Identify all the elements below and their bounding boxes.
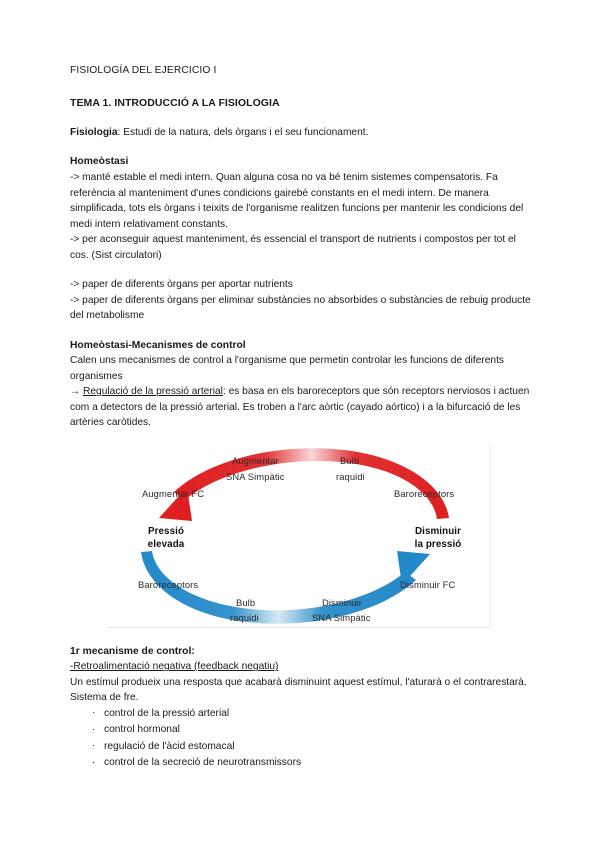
retroalimentacio-subheading [70, 659, 534, 675]
mecanismes-paragraph-2 [70, 384, 534, 431]
definition-term: Fisiologia [70, 126, 118, 138]
label-bulb-top: Bulb [340, 454, 360, 466]
list-item [92, 706, 534, 723]
homeostasi-paragraph-4: -> paper de diferents òrgans per eliminar substàncies no absorbides o substàncies de rebuig producte del metabolisme [70, 294, 531, 322]
label-bulb-bottom: Bulb [236, 596, 256, 608]
list-item-label: control de la pressió arterial [104, 707, 230, 719]
node-disminuir-la-pressio [392, 525, 484, 551]
mecanismes-paragraph-1: Calen uns mecanismes de control a l'organisme que permetin controlar les funcions de diferents organismes [70, 355, 505, 382]
list-item [92, 739, 534, 756]
node-pressio-elevada [124, 525, 208, 551]
underlined-subheading-text: -Retroalimentació negativa (feedback negatiu) [70, 661, 279, 673]
arrow-marker-icon: → [70, 386, 84, 398]
list-item-label: control de la secreció de neurotransmissors [104, 757, 302, 769]
bullet-dot-icon: · [92, 723, 96, 735]
list-item-label: control hormonal [104, 724, 180, 736]
retroalimentacio-paragraph-1: Un estímul produeix una resposta que acabarà disminuint aquest estímul, l'aturarà o el contrarestarà. Sistema de fre. [70, 676, 527, 704]
list-item-label: regulació de l'àcid estomacal [104, 740, 235, 752]
node-disminuir-la-pressio-line1: Disminuir [414, 525, 462, 537]
control-mechanisms-list [70, 706, 534, 772]
section-heading-mecanismes: Homeòstasi-Mecanismes de control [70, 339, 246, 351]
label-augmentar-fc: Augmentar FC [142, 487, 205, 499]
document-content [70, 64, 534, 772]
feedback-loop-diagram [108, 445, 491, 628]
list-item [92, 755, 534, 772]
mecanismes-paragraph-2-text: : es basa en els baroreceptors que són receptors nerviosos i actuen com a detectors de la pressió arterial. Es troben a l'arc aòrtic (cayado aórtico) i a la bifurcació de les artèries caròtides. [70, 386, 530, 429]
document-header: FISIOLOGÍA DEL EJERCICIO I [70, 65, 217, 76]
increase-branch-arc-red [159, 448, 449, 521]
list-item [92, 722, 534, 739]
section-heading-1r-mecanisme: 1r mecanisme de control: [70, 645, 195, 657]
homeostasi-paragraph-3: -> paper de diferents òrgans per aportar nutrients [70, 279, 293, 291]
label-baroreceptors-bottom: Baroreceptors [138, 578, 199, 590]
node-pressio-elevada-line1: Pressió [147, 525, 185, 537]
label-disminuir-fc: Disminuir FC [400, 578, 456, 590]
label-sna-simpatic-top: SNA Simpàtic [226, 470, 285, 482]
bullet-dot-icon: · [92, 756, 96, 768]
definition-text: : Estudi de la natura, dels òrgans i el seu funcionament. [117, 126, 369, 138]
bullet-dot-icon: · [92, 707, 96, 719]
label-disminuir-bottom: Disminuir [322, 596, 362, 608]
label-raquidi-bottom: raquidi [230, 611, 259, 623]
node-pressio-elevada-line2: elevada [147, 538, 185, 550]
homeostasi-paragraph-2: -> per aconseguir aquest manteniment, és essencial el transport de nutrients i compostos per tot el cos. (Sist circulatori) [70, 234, 516, 261]
label-raquidi-top: raquidi [336, 470, 365, 482]
label-baroreceptors-top: Baroreceptors [394, 487, 455, 499]
homeostasi-paragraph-1: -> manté estable el medi intern. Quan alguna cosa no va bé tenim sistemes compensatoris. Fa referència al manteniment d'unes condicions gairebé constants en el medi intern. De manera simplificada, tots els òrgans i teixits de l'organisme realitzen funcions per mantenir les condicions del medi intern relativament constants. [70, 172, 524, 230]
definition-line [70, 125, 534, 141]
chapter-title: TEMA 1. INTRODUCCIÓ A LA FISIOLOGIA [70, 96, 280, 109]
node-disminuir-la-pressio-line2: la pressió [414, 538, 462, 550]
label-augmentar: Augmentar [232, 454, 279, 466]
section-heading-homeostasi: Homeòstasi [70, 156, 129, 168]
bullet-dot-icon: · [92, 740, 96, 752]
label-sna-simpatic-bottom: SNA Simpàtic [312, 611, 371, 623]
underlined-term-regulacio: Regulació de la pressió arterial [83, 386, 223, 398]
